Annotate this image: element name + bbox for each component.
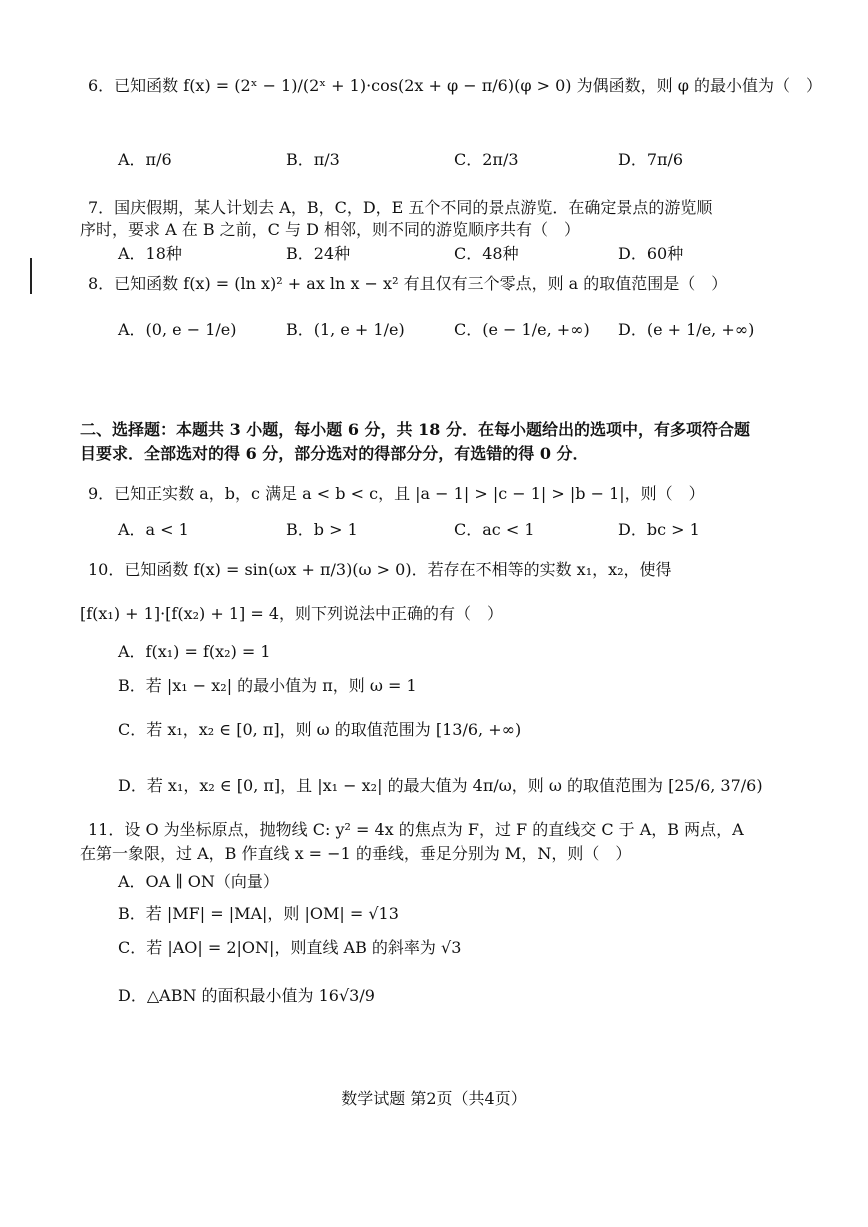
q8-option-b: B．(1, e + 1/e) <box>286 320 405 339</box>
question-10-line2: [f(x₁) + 1]·[f(x₂) + 1] = 4，则下列说法中正确的有（ ） <box>80 604 504 623</box>
q10-option-b: B．若 |x₁ − x₂| 的最小值为 π，则 ω = 1 <box>118 676 417 695</box>
q8-option-a: A．(0, e − 1/e) <box>118 320 237 339</box>
q7-option-a: A．18种 <box>118 244 182 263</box>
q10-option-a: A．f(x₁) = f(x₂) = 1 <box>118 642 271 661</box>
q7-option-b: B．24种 <box>286 244 351 263</box>
section-2-heading-line1: 二、选择题：本题共 3 小题，每小题 6 分，共 18 分．在每小题给出的选项中，有多项符合题 <box>80 420 750 439</box>
page-footer: 数学试题 第2页（共4页） <box>341 1089 527 1108</box>
q7-option-d: D．60种 <box>618 244 684 263</box>
q10-option-c: C．若 x₁，x₂ ∈ [0, π]，则 ω 的取值范围为 [13/6, +∞) <box>118 720 522 739</box>
question-10-line1: 10．已知函数 f(x) = sin(ωx + π/3)(ω > 0)．若存在不相等的实数 x₁，x₂，使得 <box>88 560 672 579</box>
question-7-line2: 序时，要求 A 在 B 之前，C 与 D 相邻，则不同的游览顺序共有（ ） <box>80 220 580 239</box>
q8-option-d: D．(e + 1/e, +∞) <box>618 320 755 339</box>
question-11-line1: 11．设 O 为坐标原点，抛物线 C: y² = 4x 的焦点为 F，过 F 的直线交 C 于 A，B 两点，A <box>88 820 744 839</box>
q6-option-c: C．2π/3 <box>454 150 519 169</box>
q6-option-a: A．π/6 <box>118 150 172 169</box>
question-6: 6．已知函数 f(x) = (2ˣ − 1)/(2ˣ + 1)·cos(2x + φ − π/6)(φ > 0) 为偶函数，则 φ 的最小值为（ ） <box>88 76 823 95</box>
question-7-line1: 7．国庆假期，某人计划去 A，B，C，D，E 五个不同的景点游览．在确定景点的游览顺 <box>88 198 713 217</box>
q9-option-b: B．b > 1 <box>286 520 358 539</box>
q11-option-c: C．若 |AO| = 2|ON|，则直线 AB 的斜率为 √3 <box>118 938 462 957</box>
q11-option-a: A．OA ∥ ON（向量） <box>118 872 279 891</box>
question-8: 8．已知函数 f(x) = (ln x)² + ax ln x − x² 有且仅有三个零点，则 a 的取值范围是（ ） <box>88 274 728 293</box>
section-2-heading-line2: 目要求．全部选对的得 6 分，部分选对的得部分分，有选错的得 0 分． <box>80 444 589 463</box>
q6-option-b: B．π/3 <box>286 150 340 169</box>
q11-option-b: B．若 |MF| = |MA|，则 |OM| = √13 <box>118 904 399 923</box>
q8-option-c: C．(e − 1/e, +∞) <box>454 320 590 339</box>
q9-option-d: D．bc > 1 <box>618 520 700 539</box>
question-9: 9．已知正实数 a，b，c 满足 a < b < c，且 |a − 1| > |c − 1| > |b − 1|，则（ ） <box>88 484 705 503</box>
q9-option-a: A．a < 1 <box>118 520 189 539</box>
q7-option-c: C．48种 <box>454 244 519 263</box>
q6-option-d: D．7π/6 <box>618 150 684 169</box>
q11-option-d: D．△ABN 的面积最小值为 16√3/9 <box>118 986 375 1005</box>
question-11-line2: 在第一象限，过 A，B 作直线 x = −1 的垂线，垂足分别为 M，N，则（ ） <box>80 844 632 863</box>
q9-option-c: C．ac < 1 <box>454 520 535 539</box>
margin-mark <box>30 258 32 294</box>
q10-option-d: D．若 x₁，x₂ ∈ [0, π]，且 |x₁ − x₂| 的最大值为 4π/ω，则 ω 的取值范围为 [25/6, 37/6) <box>118 776 763 795</box>
